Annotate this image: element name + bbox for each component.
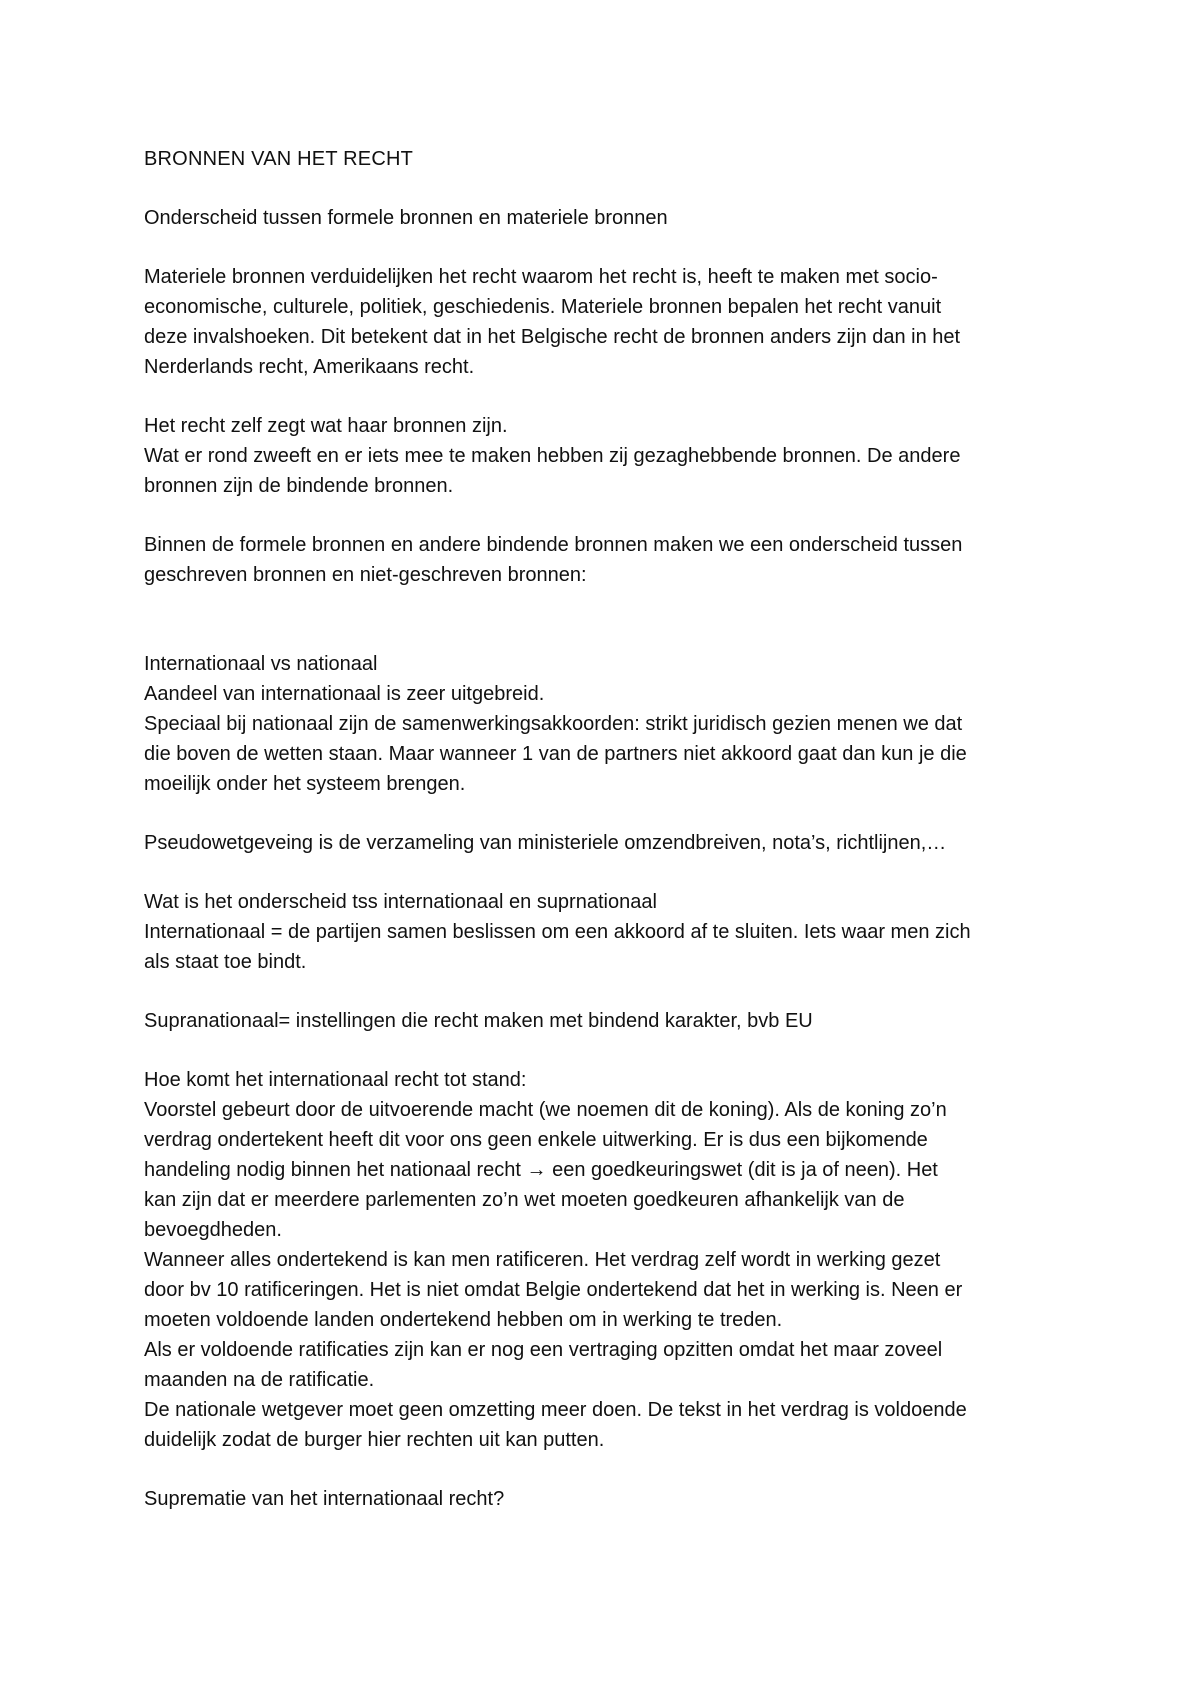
paragraph-pseudo-legislation: Pseudowetgeveing is de verzameling van ministeriele omzendbreiven, nota’s, richtlijnen,… <box>144 832 947 854</box>
paragraph-how-international-law: Hoe komt het internationaal recht tot stand: Voorstel gebeurt door de uitvoerende macht (we noemen dit de koning). Als de koning zo’n verdrag ondertekent heeft dit voor ons geen enkele uitwerking. Er is dus een bijkomende handeling nodig binnen het nationaal recht → een goedkeuringswet (dit is ja of neen). Het kan zijn dat er meerdere parlementen zo’n wet moeten goedkeuren afhankelijk van de bevoegdheden. Wanneer alles ondertekend is kan men ratificeren. Het verdrag zelf wordt in werking gezet door bv 10 ratificeringen. Het is niet omdat Belgie ondertekend dat het in werking is. Neen er moeten voldoende landen ondertekend hebben om in werking te treden. Als er voldoende ratificaties zijn kan er nog een vertraging opzitten omdat het maar zoveel maanden na de ratificatie. De nationale wetgever moet geen omzetting meer doen. De tekst in het verdrag is voldoende duidelijk zodat de burger hier rechten uit kan putten. <box>144 1069 967 1451</box>
paragraph-supranational: Supranationaal= instellingen die recht maken met bindend karakter, bvb EU <box>144 1010 813 1032</box>
paragraph-written-unwritten: Binnen de formele bronnen en andere bindende bronnen maken we een onderscheid tussen geschreven bronnen en niet-geschreven bronnen: <box>144 534 963 586</box>
paragraph-supremacy: Suprematie van het internationaal recht? <box>144 1488 505 1510</box>
paragraph-material-sources: Materiele bronnen verduidelijken het recht waarom het recht is, heeft te maken met socio- economische, culturele, politiek, geschiedenis. Materiele bronnen bepalen het recht vanuit deze invalshoeken. Dit betekent dat in het Belgische recht de bronnen anders zijn dan in het Nerderlands recht, Amerikaans recht. <box>144 266 961 378</box>
paragraph-law-itself: Het recht zelf zegt wat haar bronnen zijn. Wat er rond zweeft en er iets mee te maken hebben zij gezaghebbende bronnen. De andere bronnen zijn de bindende bronnen. <box>144 415 961 497</box>
paragraph-distinction: Onderscheid tussen formele bronnen en materiele bronnen <box>144 207 668 229</box>
document-body <box>144 144 1084 1514</box>
paragraph-international-supranational: Wat is het onderscheid tss internationaal en suprnationaal Internationaal = de partijen samen beslissen om een akkoord af te sluiten. Iets waar men zich als staat toe bindt. <box>144 891 971 973</box>
paragraph-international-vs-national: Internationaal vs nationaal Aandeel van internationaal is zeer uitgebreid. Speciaal bij nationaal zijn de samenwerkingsakkoorden: strikt juridisch gezien menen we dat die boven de wetten staan. Maar wanneer 1 van de partners niet akkoord gaat dan kun je die moeilijk onder het systeem brengen. <box>144 653 967 795</box>
document-title: BRONNEN VAN HET RECHT <box>144 148 414 170</box>
